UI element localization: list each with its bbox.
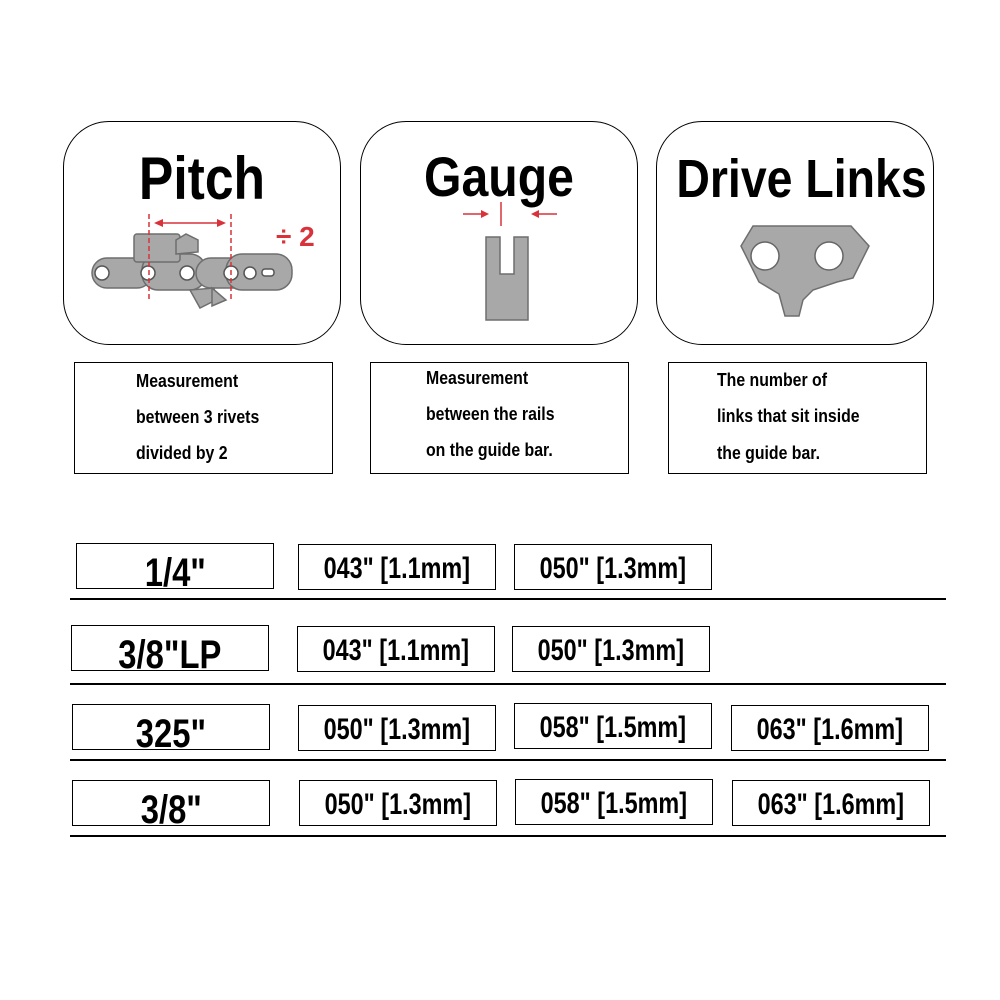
row-divider — [70, 835, 946, 837]
pitch-card — [63, 121, 341, 345]
pitch-size-label: 325" — [135, 711, 207, 750]
pitch-title: Pitch — [138, 145, 266, 212]
pitch-size-cell — [72, 780, 270, 826]
gauge-cell — [732, 780, 930, 826]
pitch-size-label: 1/4" — [144, 550, 206, 589]
row-divider — [70, 683, 946, 685]
gauge-cell — [297, 626, 495, 672]
description-line: links that sit inside — [717, 406, 860, 426]
drive-links-title: Drive Links — [676, 149, 927, 209]
pitch-description — [74, 362, 333, 474]
pitch-size-label: 3/8" — [140, 787, 202, 826]
gauge-cell — [298, 705, 496, 751]
gauge-cell — [515, 779, 713, 825]
gauge-label: 050" [1.3mm] — [323, 713, 471, 746]
gauge-label: 050" [1.3mm] — [324, 788, 472, 821]
gauge-label: 058" [1.5mm] — [540, 787, 688, 820]
divide-by-two-label: ÷ 2 — [276, 221, 315, 252]
gauge-title: Gauge — [424, 145, 574, 208]
description-line: The number of — [717, 370, 827, 390]
gauge-rail-icon — [361, 122, 639, 346]
pitch-size-cell — [71, 625, 269, 671]
gauge-cell — [298, 544, 496, 590]
gauge-label: 043" [1.1mm] — [323, 552, 471, 585]
gauge-cell — [512, 626, 710, 672]
gauge-label: 043" [1.1mm] — [322, 634, 470, 667]
gauge-label: 058" [1.5mm] — [539, 711, 687, 744]
description-line: Measurement — [426, 368, 529, 388]
gauge-cell — [514, 544, 712, 590]
description-line: between 3 rivets — [136, 407, 260, 427]
gauge-label: 063" [1.6mm] — [756, 713, 904, 746]
gauge-card — [360, 121, 638, 345]
gauge-label: 050" [1.3mm] — [537, 634, 685, 667]
gauge-cell — [514, 703, 712, 749]
gauge-cell — [299, 780, 497, 826]
description-line: on the guide bar. — [426, 440, 553, 460]
gauge-label: 063" [1.6mm] — [757, 788, 905, 821]
description-line: the guide bar. — [717, 443, 820, 463]
pitch-size-label: 3/8"LP — [118, 632, 222, 671]
row-divider — [70, 759, 946, 761]
drive-links-description — [668, 362, 927, 474]
gauge-label: 050" [1.3mm] — [539, 552, 687, 585]
pitch-size-cell — [76, 543, 274, 589]
description-line: between the rails — [426, 404, 555, 424]
description-line: divided by 2 — [136, 443, 228, 463]
pitch-size-cell — [72, 704, 270, 750]
gauge-cell — [731, 705, 929, 751]
row-divider — [70, 598, 946, 600]
drive-link-icon — [657, 122, 935, 346]
drive-links-card — [656, 121, 934, 345]
description-line: Measurement — [136, 371, 239, 391]
gauge-description — [370, 362, 629, 474]
